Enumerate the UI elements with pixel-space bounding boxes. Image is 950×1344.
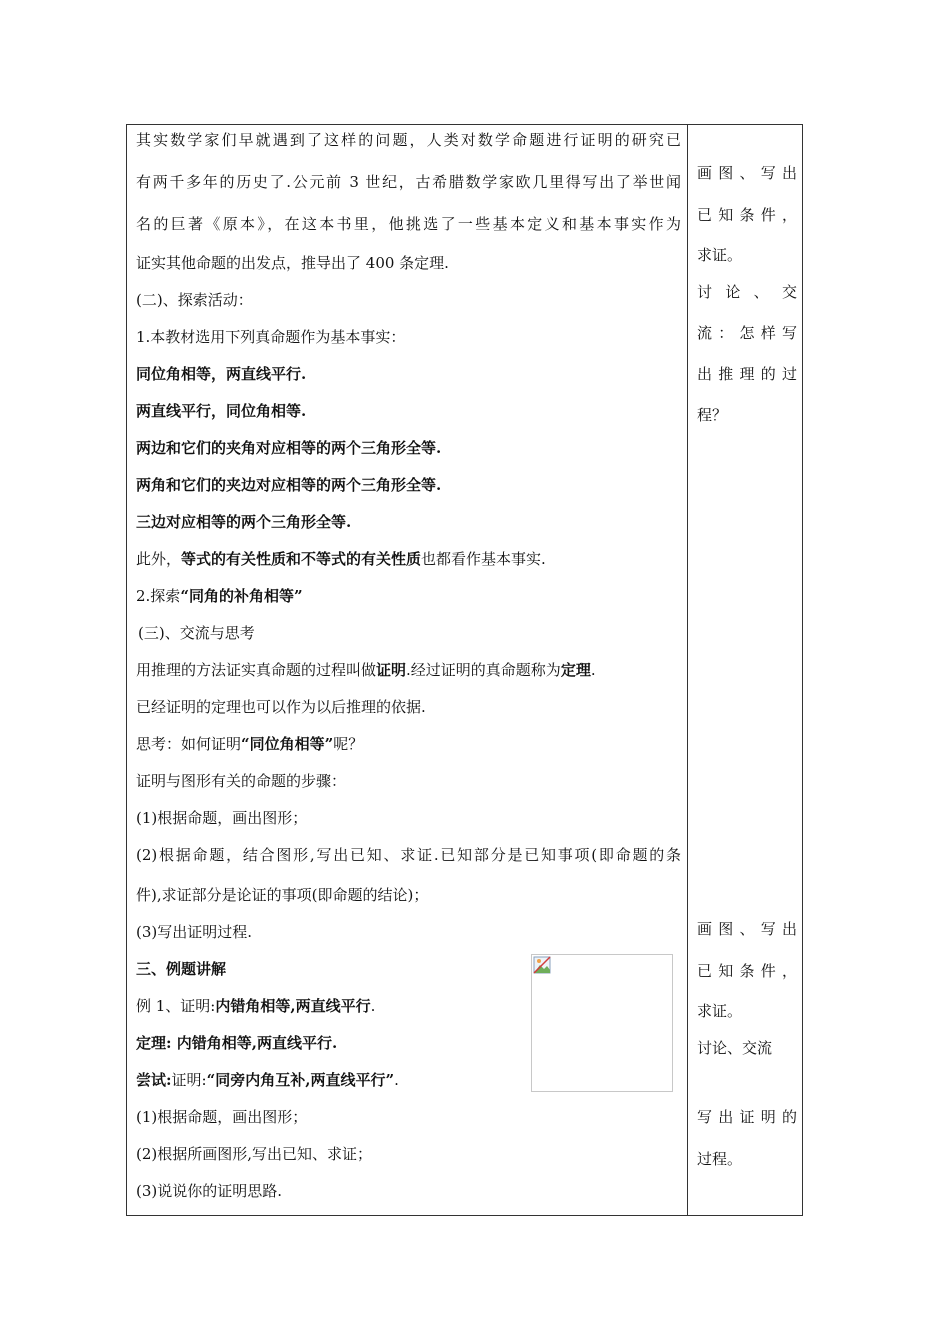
note-b-line-4: 讨论、交流 — [697, 1039, 773, 1057]
step-3: (3)写出证明过程. — [136, 923, 253, 941]
basic-fact-3: 两边和它们的夹角对应相等的两个三角形全等. — [136, 439, 442, 457]
note-b-line-1: 画图、写出 — [697, 920, 797, 938]
theorem-line: 定理: 内错角相等,两直线平行. — [136, 1034, 338, 1052]
figure-placeholder — [531, 954, 673, 1092]
steps-title: 证明与图形有关的命题的步骤： — [136, 772, 347, 790]
try-step-1: (1)根据命题，画出图形； — [136, 1108, 308, 1126]
note-b-line-5: 写出证明的 — [697, 1108, 797, 1126]
section-heading-explore: (二)、探索活动： — [136, 291, 253, 309]
theorem-basis: 已经证明的定理也可以作为以后推理的依据. — [136, 698, 426, 716]
note-b-line-3: 求证。 — [697, 1002, 743, 1020]
try-line: 尝试:证明:“同旁内角互补,两直线平行”. — [136, 1071, 399, 1089]
basic-fact-5: 三边对应相等的两个三角形全等. — [136, 513, 352, 531]
step-2-line-1: (2)根据命题，结合图形,写出已知、求证.已知部分是已知事项(即命题的条 — [136, 846, 681, 864]
note-a-line-5: 流：怎样写 — [697, 324, 797, 342]
intro-line-2: 有两千多年的历史了.公元前 3 世纪，古希腊数学家欧几里得写出了举世闻 — [136, 173, 681, 191]
try-step-2: (2)根据所画图形,写出已知、求证； — [136, 1145, 373, 1163]
basic-fact-4: 两角和它们的夹边对应相等的两个三角形全等. — [136, 476, 442, 494]
intro-line-4: 证实其他命题的出发点，推导出了 400 条定理. — [136, 254, 449, 272]
note-a-line-3: 求证。 — [697, 246, 743, 264]
step-1: (1)根据命题，画出图形； — [136, 809, 308, 827]
note-a-line-7: 程？ — [697, 406, 728, 424]
section-heading-examples: 三、例题讲解 — [136, 960, 227, 978]
column-divider — [687, 125, 688, 1215]
note-b-line-6: 过程。 — [697, 1150, 743, 1168]
intro-line-3: 名的巨著《原本》，在这本书里，他挑选了一些基本定义和基本事实作为 — [136, 215, 681, 233]
note-a-line-6: 出推理的过 — [697, 365, 797, 383]
lesson-table — [126, 124, 803, 1216]
intro-line-1: 其实数学家们早就遇到了这样的问题，人类对数学命题进行证明的研究已 — [136, 131, 681, 149]
step-2-line-2: 件),求证部分是论证的事项(即命题的结论)； — [136, 886, 429, 904]
basic-fact-2: 两直线平行，同位角相等. — [136, 402, 307, 420]
proof-definition: 用推理的方法证实真命题的过程叫做证明.经过证明的真命题称为定理. — [136, 661, 596, 679]
try-step-3: (3)说说你的证明思路. — [136, 1182, 283, 1200]
note-a-line-4: 讨论、交 — [697, 283, 797, 301]
think-line: 思考：如何证明“同位角相等”呢？ — [136, 735, 364, 753]
note-b-line-2: 已知条件， — [697, 962, 797, 980]
example-1: 例 1、证明:内错角相等,两直线平行. — [136, 997, 376, 1015]
explore-line: 2.探索“同角的补角相等” — [136, 587, 303, 605]
besides-line: 此外，等式的有关性质和不等式的有关性质也都看作基本事实. — [136, 550, 546, 568]
note-a-line-1: 画图、写出 — [697, 164, 797, 182]
broken-image-icon — [533, 956, 551, 974]
basic-facts-intro: 1.本教材选用下列真命题作为基本事实： — [136, 328, 406, 346]
note-a-line-2: 已知条件， — [697, 206, 797, 224]
basic-fact-1: 同位角相等，两直线平行. — [136, 365, 307, 383]
section-heading-discuss: (三)、交流与思考 — [138, 624, 255, 642]
